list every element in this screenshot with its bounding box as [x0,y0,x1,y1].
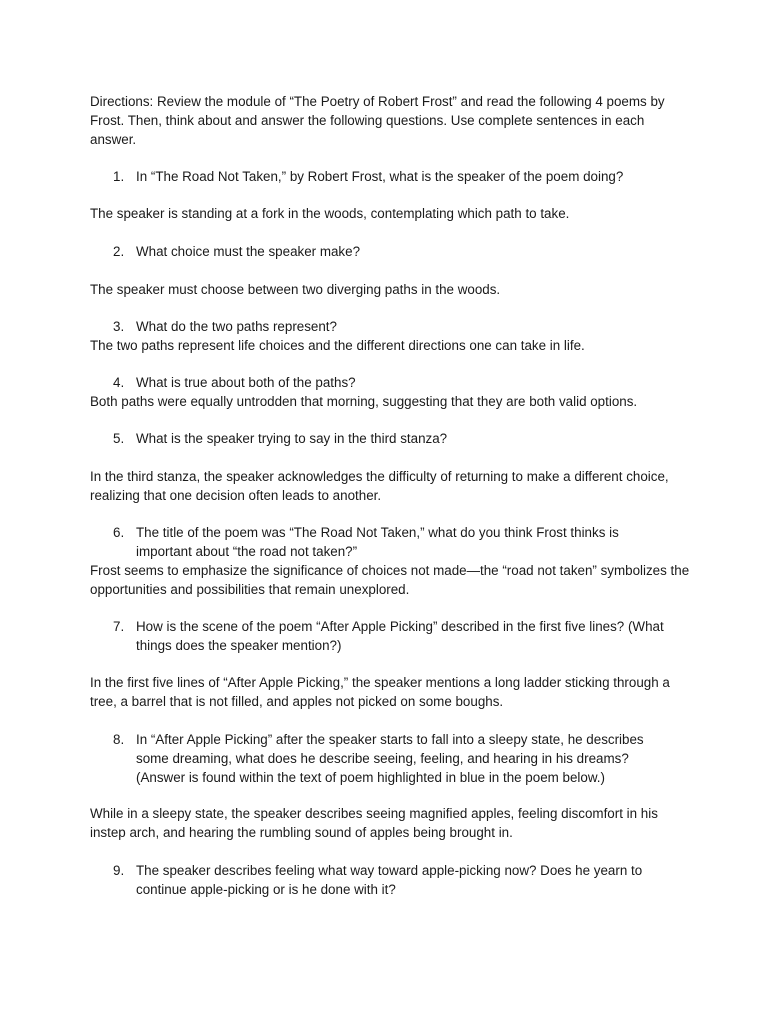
question-text: The title of the poem was “The Road Not Taken,” what do you think Frost thinks is important about “the road not taken?” [136,525,619,559]
answer-1: The speaker is standing at a fork in the woods, contemplating which path to take. [90,206,570,221]
answer-7: In the first five lines of “After Apple Picking,” the speaker mentions a long ladder sticking through a tree, a barrel that is not filled, and apples not picked on some boughs. [90,675,670,709]
question-4 [113,373,673,392]
directions-text: Directions: Review the module of “The Poetry of Robert Frost” and read the following 4 poems by Frost. Then, think about and answer the following questions. Use complete sentences in each answer. [90,94,665,147]
question-number: 8. [113,732,125,747]
question-6 [113,523,673,561]
question-5 [113,429,673,448]
question-2 [113,242,673,261]
question-9 [113,861,673,899]
answer-8: While in a sleepy state, the speaker describes seeing magnified apples, feeling discomfort in his instep arch, and hearing the rumbling sound of apples being brought in. [90,806,658,840]
question-text: What is the speaker trying to say in the third stanza? [136,431,448,446]
question-text: What is true about both of the paths? [136,375,356,390]
question-text: How is the scene of the poem “After Apple Picking” described in the first five lines? (What things does the speaker mention?) [136,619,664,653]
answer-6: Frost seems to emphasize the significance of choices not made—the “road not taken” symbolizes the opportunities and possibilities that remain unexplored. [90,563,690,597]
question-8 [113,730,673,787]
question-number: 5. [113,431,125,446]
answer-4: Both paths were equally untrodden that morning, suggesting that they are both valid options. [90,394,638,409]
question-text: In “After Apple Picking” after the speaker starts to fall into a sleepy state, he describes some dreaming, what does he describe seeing, feeling, and hearing in his dreams? (Answer is found within the text of poem highlighted in blue in the poem below.) [136,732,644,785]
question-text: What choice must the speaker make? [136,244,361,259]
question-number: 6. [113,525,125,540]
question-3 [113,317,673,336]
question-1 [113,167,673,186]
question-number: 7. [113,619,125,634]
question-text: In “The Road Not Taken,” by Robert Frost, what is the speaker of the poem doing? [136,169,624,184]
question-number: 2. [113,244,125,259]
question-text: The speaker describes feeling what way toward apple-picking now? Does he yearn to continue apple-picking or is he done with it? [136,863,643,897]
question-number: 3. [113,319,125,334]
answer-2: The speaker must choose between two diverging paths in the woods. [90,282,501,297]
question-7 [113,617,673,655]
question-number: 9. [113,863,125,878]
question-number: 4. [113,375,125,390]
question-text: What do the two paths represent? [136,319,337,334]
answer-3: The two paths represent life choices and the different directions one can take in life. [90,338,585,353]
answer-5: In the third stanza, the speaker acknowledges the difficulty of returning to make a different choice, realizing that one decision often leads to another. [90,469,669,503]
question-number: 1. [113,169,125,184]
